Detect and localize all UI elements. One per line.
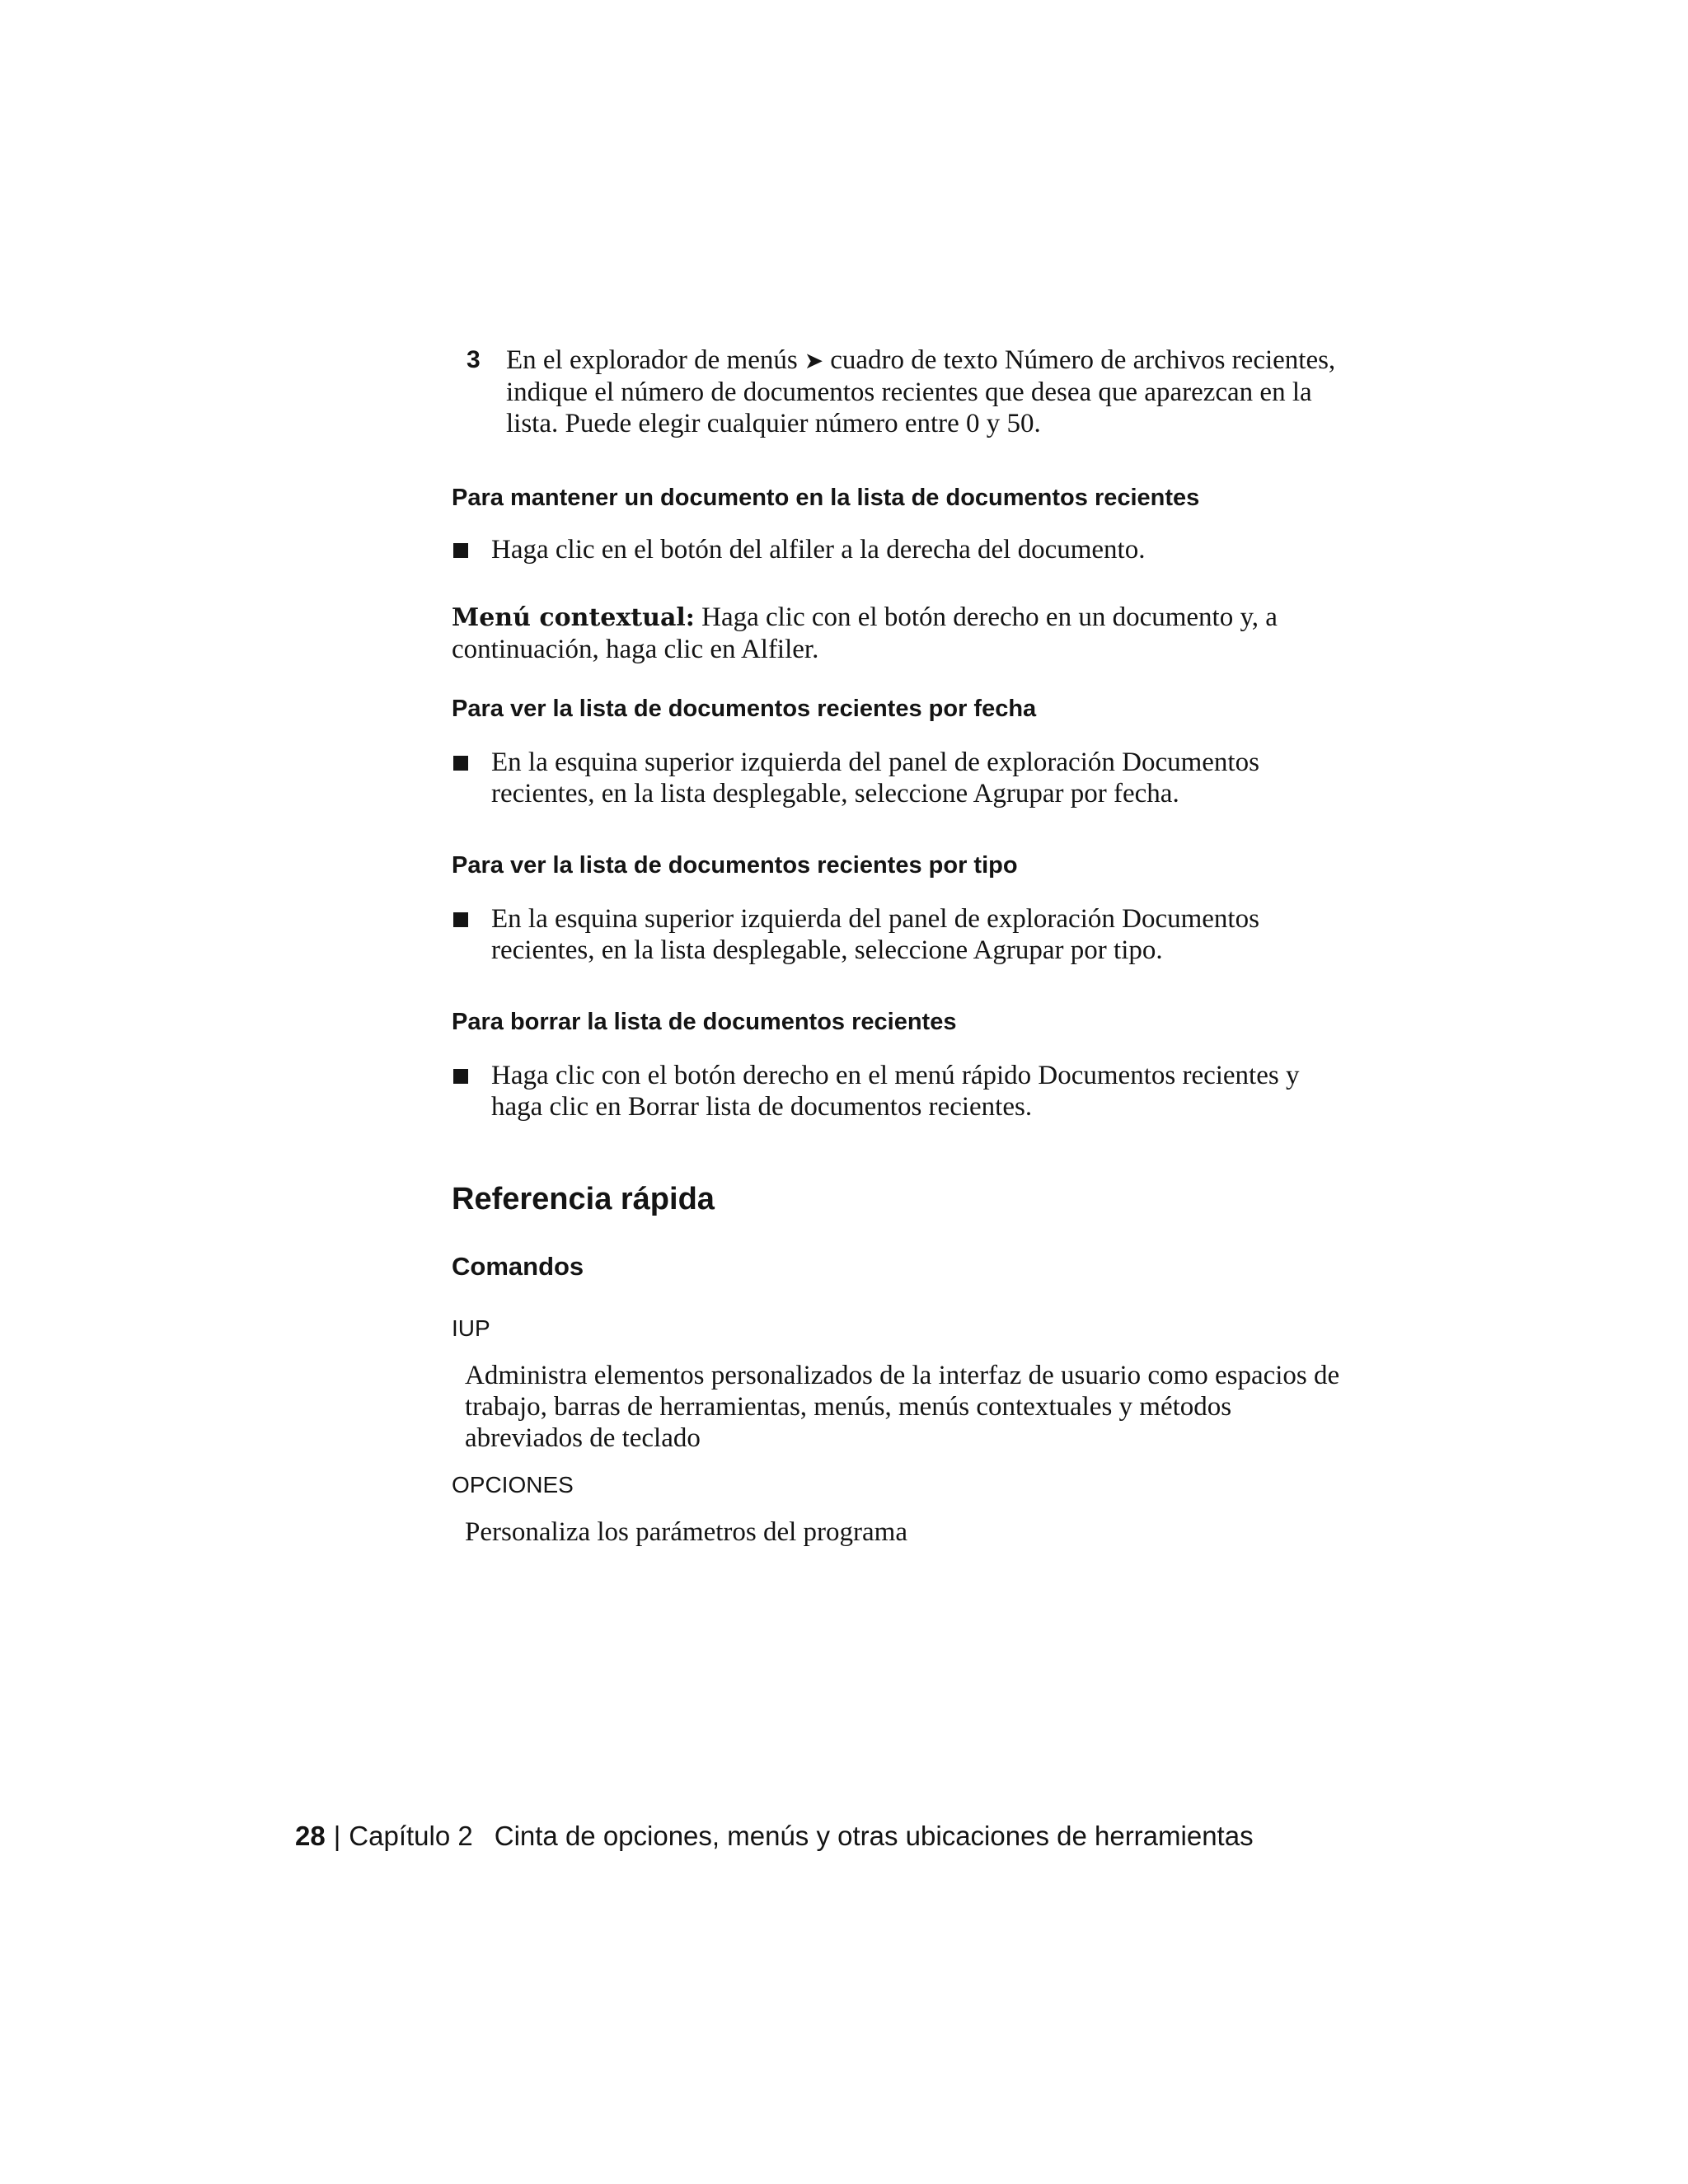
- list-item: [452, 1060, 1342, 1122]
- bullet-sort-by-date: [452, 747, 1342, 809]
- bullet-sort-by-type: [452, 903, 1342, 966]
- chapter-label: Capítulo 2: [349, 1821, 473, 1851]
- square-bullet-icon: [453, 1069, 468, 1084]
- bullet-keep-document: [452, 534, 1342, 565]
- context-menu-note: [452, 602, 1342, 665]
- bullet-text: Haga clic con el botón derecho en el menú rápido Documentos recientes y haga clic en Borrar lista de documentos recientes.: [491, 1061, 1300, 1122]
- list-item: [452, 534, 1342, 565]
- section-heading: Para mantener un documento en la lista de documentos recientes: [452, 485, 1200, 511]
- step-text-after-arrow: cuadro de texto Número de archivos recientes, indique el número de documentos recientes que desea que aparezcan en la lista. Puede elegir cualquier número entre 0 y 50.: [506, 345, 1336, 438]
- chapter-title: Cinta de opciones, menús y otras ubicaciones de herramientas: [494, 1821, 1254, 1851]
- command-description: Personaliza los parámetros del programa: [465, 1517, 907, 1547]
- section-sort-by-type: [452, 851, 1342, 880]
- list-item: [452, 747, 1342, 809]
- square-bullet-icon: [453, 543, 468, 558]
- command-iup-description: [452, 1360, 1355, 1454]
- page-number: 28: [295, 1821, 326, 1851]
- command-opciones: [452, 1470, 1342, 1500]
- bullet-text: En la esquina superior izquierda del panel de exploración Documentos recientes, en la lista desplegable, seleccione Agrupar por fecha.: [491, 748, 1259, 808]
- page-footer: [295, 1820, 1367, 1853]
- quick-reference: [452, 1180, 1342, 1218]
- square-bullet-icon: [453, 756, 468, 771]
- command-description: Administra elementos personalizados de la interfaz de usuario como espacios de trabajo, barras de herramientas, menús, menús contextuales y métodos abreviados de teclado: [465, 1361, 1340, 1453]
- context-menu-label: Menú contextual:: [452, 603, 695, 632]
- arrow-right-icon: ➤: [804, 347, 824, 374]
- footer-separator: |: [333, 1821, 341, 1851]
- command-name: IUP: [452, 1315, 490, 1341]
- section-keep-document: [452, 483, 1342, 513]
- step-text-before-arrow: En el explorador de menús: [506, 345, 798, 375]
- context-menu-text: Haga clic con el botón derecho en un documento y, a continuación, haga clic en Alfiler.: [452, 602, 1278, 664]
- square-bullet-icon: [453, 912, 468, 927]
- bullet-text: Haga clic en el botón del alfiler a la derecha del documento.: [491, 535, 1146, 565]
- section-sort-by-date: [452, 694, 1342, 724]
- commands-title: Comandos: [452, 1252, 584, 1281]
- bullet-clear-list: [452, 1060, 1342, 1122]
- list-item: [452, 903, 1342, 966]
- bullet-text: En la esquina superior izquierda del panel de exploración Documentos recientes, en la lista desplegable, seleccione Agrupar por tipo.: [491, 904, 1259, 965]
- step-3: [452, 344, 1342, 439]
- section-heading: Para ver la lista de documentos recientes por fecha: [452, 696, 1037, 722]
- section-clear-list: [452, 1007, 1342, 1037]
- numbered-step: [452, 344, 1342, 439]
- section-heading: Para ver la lista de documentos recientes por tipo: [452, 852, 1018, 879]
- step-text: [506, 344, 1342, 439]
- command-name: OPCIONES: [452, 1472, 574, 1497]
- command-opciones-description: [452, 1516, 1355, 1548]
- commands-section: [452, 1251, 1342, 1282]
- section-heading: Para borrar la lista de documentos recientes: [452, 1009, 957, 1035]
- command-iup: [452, 1314, 1342, 1343]
- quick-reference-title: Referencia rápida: [452, 1182, 715, 1216]
- step-number: 3: [467, 346, 481, 373]
